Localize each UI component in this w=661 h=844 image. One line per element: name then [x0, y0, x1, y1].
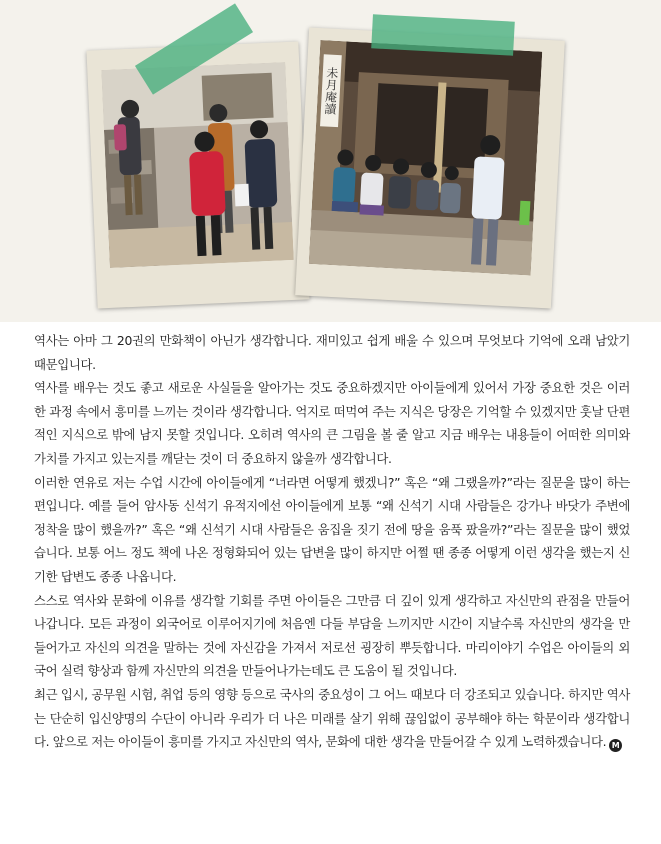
left-photo-frame	[86, 41, 309, 308]
students-at-stone-wall-illustration	[101, 62, 293, 268]
paragraph: 역사는 아마 그 20권의 만화책이 아닌가 생각합니다. 재미있고 쉽게 배울 수 있으며 무엇보다 기억에 오래 남았기 때문입니다.	[34, 333, 630, 372]
hanging-sign-text: 未月庵讀	[322, 66, 340, 116]
paragraph: 역사를 배우는 것도 좋고 새로운 사실들을 알아가는 것도 중요하겠지만 아이들에게 있어서 가장 중요한 것은 이러한 과정 속에서 흥미를 느끼는 것이라 생각합니다. 억지로 떠먹여 주는 지식은 당장은 기억할 수 있겠지만 훗날 단편적인 지식으로 밖에 남지 못할 것입니다. 오히려 역사의 큰 그림을 볼 줄 알고 지금 배우는 내용들이 어떠한 의미와 가치를 가지고 있는지를 깨닫는 것이 더 중요하지 않을까 생각합니다.	[34, 380, 630, 466]
end-mark-icon: M	[609, 739, 622, 752]
right-photo-frame	[295, 27, 565, 308]
paragraph: 이러한 연유로 저는 수업 시간에 아이들에게 “너라면 어떻게 했겠니?” 혹은 “왜 그랬을까?”라는 질문을 많이 하는 편입니다. 예를 들어 암사동 신석기 유적지에선 아이들에게 보통 “왜 신석기 시대 사람들은 강가나 바닷가 주변에 정착을 많이 했을까?” 혹은 “왜 신석기 시대 사람들은 움집을 짓기 전에 땅을 움푹 팠을까?”라는 질문을 많이 했었습니다. 보통 어느 정도 책에 나온 정형화되어 있는 답변을 많이 하지만 어쩔 땐 종종 어떻게 이런 생각을 했는지 신기한 답변도 종종 나옵니다.	[34, 474, 630, 584]
left-photo	[101, 62, 293, 268]
paragraph-text: 최근 입시, 공무원 시험, 취업 등의 영향 등으로 국사의 중요성이 그 어느 때보다 더 강조되고 있습니다. 하지만 역사는 단순히 입신양명의 수단이 아니라 우리가 더 나은 미래를 살기 위해 끊임없이 공부해야 하는 학문이라 생각합니다. 앞으로 저는 아이들이 흥미를 가지고 자신만의 역사, 문화에 대한 생각을 만들어갈 수 있게 노력하겠습니다.	[34, 686, 630, 750]
students-on-temple-steps-illustration	[309, 40, 542, 275]
paragraph: 스스로 역사와 문화에 이유를 생각할 기회를 주면 아이들은 그만큼 더 깊이 있게 생각하고 자신만의 관점을 만들어 나갑니다. 모든 과정이 외국어로 이루어지기에 처음엔 다들 부담을 느끼지만 시간이 지날수록 자신만의 생각을 만들어가고 자신의 의견을 말하는 것에 자신감을 가져서 저로선 굉장히 뿌듯합니다. 마리이야기 수업은 아이들의 외국어 실력 향상과 함께 자신만의 의견을 만들어나가는데도 큰 도움이 될 것입니다.	[34, 592, 630, 679]
paragraph-last	[34, 683, 630, 754]
article-body	[34, 329, 630, 754]
right-photo	[309, 40, 542, 275]
